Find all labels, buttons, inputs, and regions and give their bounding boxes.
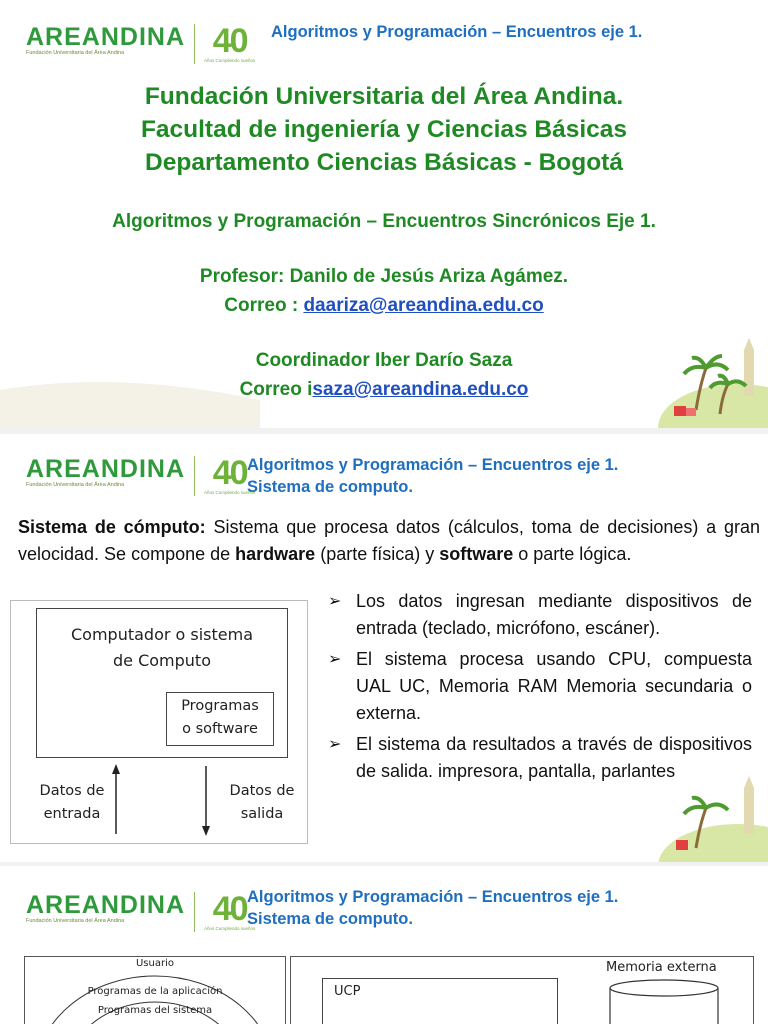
hardware-term: hardware [235,544,316,564]
layer-apps-label: Programas de la aplicación [87,986,223,997]
institution-line-3: Departamento Ciencias Básicas - Bogotá [145,149,623,176]
logo-40-years: 40 [212,890,247,928]
input-data-label: Datos de entrada [39,783,105,822]
areandina-logo [26,456,255,496]
arrow-bullet-icon: ➢ [328,651,342,668]
slide-title [0,0,768,428]
definition-paragraph: Sistema de cómputo: Sistema que procesa datos (cálculos, toma de decisiones) a gran velocidad. Se compone de hardware (parte física) y software o parte lógica. [18,517,761,564]
areandina-logo [26,24,255,64]
palm-hill-illustration [648,330,768,428]
computer-box-title: Computador o sistema de Computo [70,625,254,670]
bullet-input: ➢ Los datos ingresan mediante dispositivos de entrada (teclado, micrófono, escáner). [328,588,752,642]
logo-wordmark: AREANDINA [26,455,185,483]
external-memory-label: Memoria externa [606,960,717,975]
coordinator-email-label: Correo i [239,379,313,400]
logo-40-years: 40 [212,454,247,492]
professor-name: Profesor: Danilo de Jesús Ariza Agámez. [199,266,569,287]
slide-header: Algoritmos y Programación – Encuentros eje 1. [271,23,643,41]
definition-term: Sistema de cómputo: [18,517,206,537]
logo-subtitle: Fundación Universitaria del Área Andina [26,918,125,924]
coordinator-email-link[interactable]: saza@areandina.edu.co [312,379,529,400]
logo-wordmark: AREANDINA [26,23,185,51]
logo-40-subtitle: Años Cumpliendo sueños [204,926,256,931]
logo-40-years: 40 [212,22,247,60]
logo-40-subtitle: Años Cumpliendo sueños [204,490,256,495]
logo-divider [194,456,195,496]
coordinator-name: Coordinador Iber Darío Saza [255,350,513,371]
professor-email-link[interactable]: daariza@areandina.edu.co [303,295,544,316]
bullet-process: ➢ El sistema procesa usando CPU, compuesta UAL UC, Memoria RAM Memoria secundaria o externa. [328,646,752,727]
output-data-label: Datos de salida [229,783,295,822]
bullet-output: ➢ El sistema da resultados a través de dispositivos de salida. impresora, pantalla, parlantes [328,731,752,785]
logo-subtitle: Fundación Universitaria del Área Andina [26,482,125,488]
layer-system-label: Programas del sistema [97,1005,213,1016]
institution-line-1: Fundación Universitaria del Área Andina. [144,83,624,110]
bullet-list [328,588,752,789]
slide-header-line-1: Algoritmos y Programación – Encuentros eje 1. [247,888,619,906]
slide-header-line-2: Sistema de computo. [247,478,413,496]
institution-block [0,80,768,179]
software-box-label: Programas o software [181,698,259,737]
course-title: Algoritmos y Programación – Encuentros Sincrónicos Eje 1. [112,211,656,232]
institution-line-2: Facultad de ingeniería y Ciencias Básicas [140,116,628,143]
arrow-bullet-icon: ➢ [328,593,342,610]
software-term: software [439,544,514,564]
slide-header-line-1: Algoritmos y Programación – Encuentros eje 1. [247,456,619,474]
professor-block [0,262,768,320]
layer-user-label: Usuario [135,958,174,969]
logo-wordmark: AREANDINA [26,891,185,919]
slide-header-line-2: Sistema de computo. [247,910,413,928]
slide-header [247,886,618,930]
ucp-label: UCP [334,984,361,999]
external-memory-cylinder [606,978,722,1024]
slide-header [247,454,618,498]
professor-email-label: Correo : [224,295,304,316]
slide-sistema-computo [0,434,768,862]
logo-divider [194,24,195,64]
logo-subtitle: Fundación Universitaria del Área Andina [26,50,125,56]
palm-hill-illustration [648,774,768,862]
arrow-bullet-icon: ➢ [328,736,342,753]
logo-40-subtitle: Años Cumpliendo sueños [204,58,256,63]
slide-sistema-computo-2 [0,866,768,1024]
areandina-logo [26,892,255,932]
professor-email-line [0,291,768,320]
logo-divider [194,892,195,932]
